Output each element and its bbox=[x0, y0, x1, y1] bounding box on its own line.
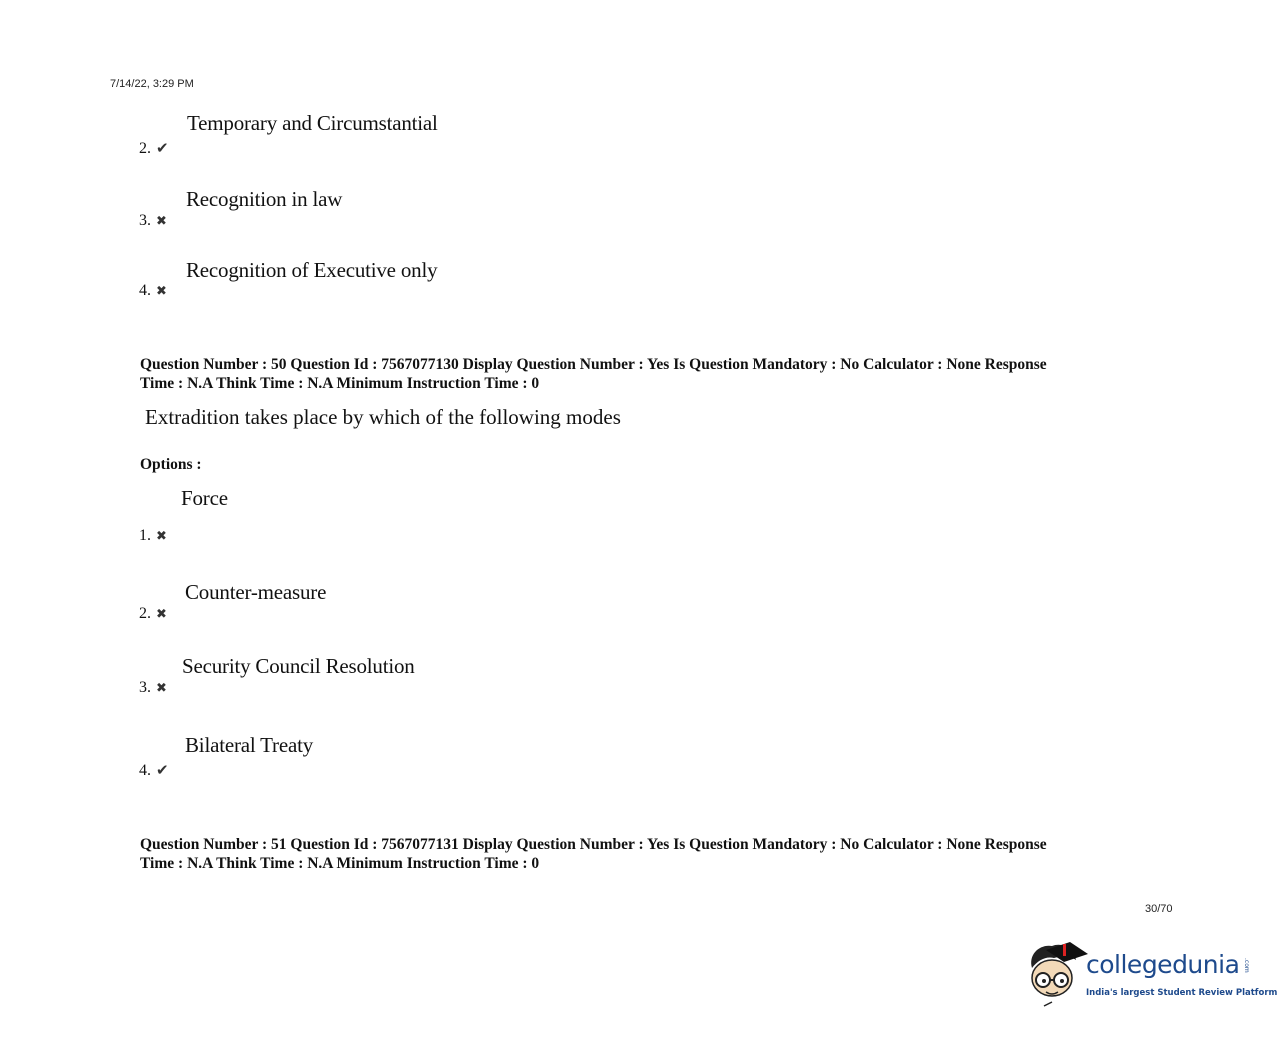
check-icon: ✔ bbox=[156, 139, 169, 157]
question-51-meta-line2: Time : N.A Think Time : N.A Minimum Instruction Time : 0 bbox=[140, 855, 540, 872]
q50-option-3-text: Security Council Resolution bbox=[182, 654, 415, 678]
logo-wordmark: collegedunia bbox=[1086, 950, 1240, 979]
logo-suffix: .com bbox=[1243, 958, 1250, 973]
q50-option-2-number: 2. ✖ bbox=[139, 605, 167, 622]
q50-option-4-text: Bilateral Treaty bbox=[185, 733, 314, 757]
q50-option-1-number: 1. ✖ bbox=[139, 527, 167, 544]
q50-option-3-number: 3. ✖ bbox=[139, 679, 167, 696]
question-50-meta bbox=[140, 355, 1170, 393]
options-label: Options : bbox=[140, 456, 202, 473]
question-50-meta-line1: Question Number : 50 Question Id : 7567077130 Display Question Number : Yes Is Question Mandatory : No Calculator : None Response bbox=[140, 356, 1047, 373]
prev-option-3-number: 3. ✖ bbox=[139, 212, 167, 229]
prev-option-3-text: Recognition in law bbox=[186, 187, 343, 211]
cross-icon: ✖ bbox=[156, 681, 167, 696]
cross-icon: ✖ bbox=[156, 214, 167, 229]
q50-option-1-text: Force bbox=[181, 486, 228, 510]
question-50-meta-line2: Time : N.A Think Time : N.A Minimum Instruction Time : 0 bbox=[140, 375, 540, 392]
q50-option-4-number: 4. ✔ bbox=[139, 761, 169, 779]
mascot-icon bbox=[1026, 940, 1088, 1010]
check-icon: ✔ bbox=[156, 761, 169, 779]
print-timestamp: 7/14/22, 3:29 PM bbox=[110, 78, 194, 90]
question-51-meta bbox=[140, 835, 1170, 873]
question-50-text: Extradition takes place by which of the following modes bbox=[145, 405, 621, 429]
prev-option-2-text: Temporary and Circumstantial bbox=[187, 111, 438, 135]
question-51-meta-line1: Question Number : 51 Question Id : 7567077131 Display Question Number : Yes Is Question Mandatory : No Calculator : None Response bbox=[140, 836, 1047, 853]
cross-icon: ✖ bbox=[156, 284, 167, 299]
page-number: 30/70 bbox=[1145, 903, 1173, 915]
cross-icon: ✖ bbox=[156, 607, 167, 622]
q50-option-2-text: Counter-measure bbox=[185, 580, 327, 604]
collegedunia-logo bbox=[1026, 940, 1278, 1010]
cross-icon: ✖ bbox=[156, 529, 167, 544]
logo-tagline: India's largest Student Review Platform bbox=[1086, 988, 1278, 998]
prev-option-4-text: Recognition of Executive only bbox=[186, 258, 438, 282]
prev-option-4-number: 4. ✖ bbox=[139, 282, 167, 299]
prev-option-2-number: 2. ✔ bbox=[139, 139, 169, 157]
